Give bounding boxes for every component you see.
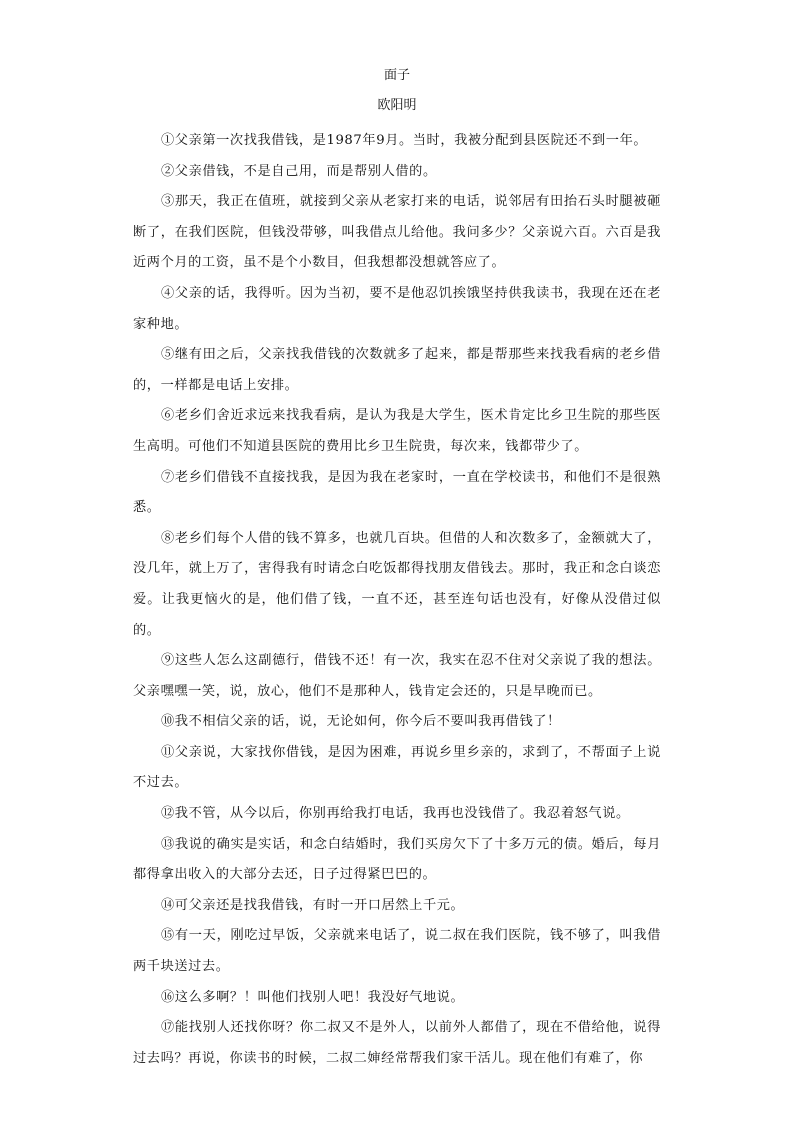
paragraph-15: ⑮有一天，刚吃过早饭，父亲就来电话了，说二叔在我们医院，钱不够了，叫我借两千块送过去。 (133, 928, 661, 975)
paragraph-8: ⑧老乡们每个人借的钱不算多，也就几百块。但借的人和次数多了，金额就大了，没几年，就上万了，害得我有时请念白吃饭都得找朋友借钱去。那时，我正和念白谈恋爱。让我更恼火的是，他们借了钱，一直不还，甚至连句话也没有，好像从没借过似的。 (133, 530, 661, 638)
article-author: 欧阳明 (377, 98, 417, 113)
paragraph-16: ⑯这么多啊？！叫他们找别人吧！我没好气地说。 (161, 989, 465, 1005)
paragraph-2: ②父亲借钱，不是自己用，而是帮别人借的。 (161, 163, 437, 179)
paragraph-3: ③那天，我正在值班，就接到父亲从老家打来的电话，说邻居有田抬石头时腿被砸断了，在我们医院，但钱没带够，叫我借点儿给他。我问多少？父亲说六百。六百是我近两个月的工资，虽不是个小数目，但我想都没想就答应了。 (133, 194, 661, 271)
article-body (133, 126, 661, 1074)
paragraph-17: ⑰能找别人还找你呀？你二叔又不是外人，以前外人都借了，现在不借给他，说得过去吗？再说，你读书的时候，二叔二婶经常帮我们家干活儿。现在他们有难了，你 (133, 1020, 661, 1066)
paragraph-6: ⑥老乡们舍近求远来找我看病，是认为我是大学生，医术肯定比乡卫生院的那些医生高明。可他们不知道县医院的费用比乡卫生院贵，每次来，钱都带少了。 (133, 408, 661, 454)
paragraph-5: ⑤继有田之后，父亲找我借钱的次数就多了起来，都是帮那些来找我看病的老乡借的，一样都是电话上安排。 (133, 347, 661, 393)
article-title: 面子 (383, 68, 410, 83)
paragraph-11: ⑪父亲说，大家找你借钱，是因为困难，再说乡里乡亲的，求到了，不帮面子上说不过去。 (133, 744, 661, 791)
paragraph-9: ⑨这些人怎么这副德行，借钱不还！有一次，我实在忍不住对父亲说了我的想法。父亲嘿嘿一笑，说，放心，他们不是那种人，钱肯定会还的，只是早晚而已。 (133, 653, 661, 699)
paragraph-12: ⑫我不管，从今以后，你别再给我打电话，我再也没钱借了。我忍着怒气说。 (161, 806, 630, 822)
paragraph-13: ⑬我说的确实是实话，和念白结婚时，我们买房欠下了十多万元的债。婚后，每月都得拿出收入的大部分去还，日子过得紧巴巴的。 (133, 836, 661, 883)
paragraph-10: ⑩我不相信父亲的话，说，无论如何，你今后不要叫我再借钱了！ (161, 714, 561, 730)
paragraph-7: ⑦老乡们借钱不直接找我，是因为我在老家时，一直在学校读书，和他们不是很熟悉。 (133, 469, 661, 516)
paragraph-1: ①父亲第一次找我借钱，是1987年9月。当时，我被分配到县医院还不到一年。 (161, 133, 648, 148)
paragraph-4: ④父亲的话，我得听。因为当初，要不是他忍饥挨饿坚持供我读书，我现在还在老家种地。 (133, 285, 661, 332)
paragraph-14: ⑭可父亲还是找我借钱，有时一开口居然上千元。 (161, 897, 465, 913)
